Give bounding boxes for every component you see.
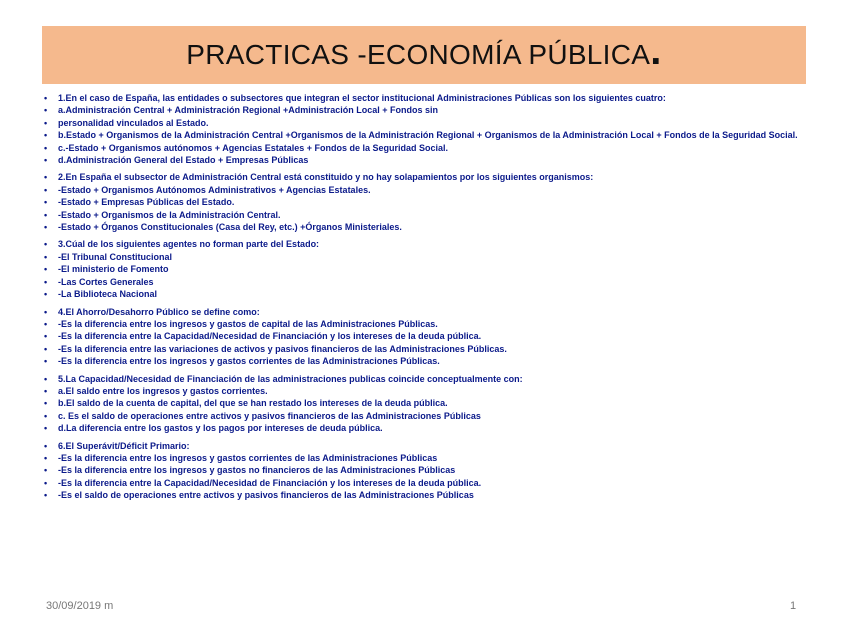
bullet-line <box>44 196 804 208</box>
bullet-line <box>44 92 804 104</box>
bullet-text: -Es la diferencia entre los ingresos y gastos no financieros de las Administraciones Públicas <box>58 465 456 476</box>
footer-date: 30/09/2019 m <box>46 600 114 612</box>
bullet-text: c.-Estado + Organismos autónomos + Agencias Estatales + Fondos de la Seguridad Social. <box>58 142 449 153</box>
page-title <box>186 29 662 73</box>
bullet-line <box>44 154 804 166</box>
bullet-icon: • <box>44 117 48 128</box>
bullet-line <box>44 318 804 330</box>
bullet-icon: • <box>44 172 48 183</box>
question-list <box>44 92 804 507</box>
bullet-icon: • <box>44 452 48 463</box>
bullet-text: c. Es el saldo de operaciones entre activos y pasivos financieros de las Administraciones Públicas <box>58 410 481 421</box>
question-block <box>44 440 804 502</box>
bullet-line <box>44 129 804 141</box>
bullet-icon: • <box>44 398 48 409</box>
bullet-line <box>44 104 804 116</box>
bullet-text: -Es el saldo de operaciones entre activos y pasivos financieros de las Administraciones Públicas <box>58 490 474 501</box>
bullet-text: 5.La Capacidad/Necesidad de Financiación de las administraciones publicas coincide conceptualmente con: <box>58 373 523 384</box>
bullet-text: -Es la diferencia entre las variaciones de activos y pasivos financieros de las Administraciones Públicas. <box>58 343 507 354</box>
bullet-icon: • <box>44 289 48 300</box>
bullet-line <box>44 385 804 397</box>
bullet-text: -Estado + Organismos de la Administración Central. <box>58 209 281 220</box>
question-block <box>44 306 804 368</box>
bullet-icon: • <box>44 318 48 329</box>
bullet-line <box>44 184 804 196</box>
bullet-text: -Estado + Órganos Constitucionales (Casa del Rey, etc.) +Órganos Ministeriales. <box>58 222 402 233</box>
bullet-icon: • <box>44 306 48 317</box>
bullet-text: d.Administración General del Estado + Empresas Públicas <box>58 155 309 166</box>
bullet-icon: • <box>44 343 48 354</box>
bullet-icon: • <box>44 423 48 434</box>
page-title-dot: . <box>650 29 662 73</box>
bullet-text: -Estado + Empresas Públicas del Estado. <box>58 197 235 208</box>
bullet-icon: • <box>44 465 48 476</box>
bullet-icon: • <box>44 105 48 116</box>
bullet-icon: • <box>44 490 48 501</box>
bullet-line <box>44 489 804 501</box>
bullet-icon: • <box>44 209 48 220</box>
bullet-line <box>44 397 804 409</box>
bullet-icon: • <box>44 155 48 166</box>
footer-page-number: 1 <box>790 600 797 612</box>
page-title-text: PRACTICAS -ECONOMÍA PÚBLICA <box>186 39 651 70</box>
bullet-text: -Es la diferencia entre los ingresos y gastos corrientes de las Administraciones Públicas <box>58 452 438 463</box>
bullet-line <box>44 410 804 422</box>
bullet-text: -Es la diferencia entre la Capacidad/Necesidad de Financiación y los intereses de la deuda pública. <box>58 331 482 342</box>
bullet-line <box>44 263 804 275</box>
bullet-line <box>44 276 804 288</box>
bullet-text: -Es la diferencia entre los ingresos y gastos de capital de las Administraciones Públicas. <box>58 318 438 329</box>
bullet-icon: • <box>44 184 48 195</box>
bullet-text: 1.En el caso de España, las entidades o subsectores que integran el sector institucional Administraciones Públicas son los siguientes cuatro: <box>58 93 666 103</box>
bullet-line <box>44 477 804 489</box>
bullet-text: b.Estado + Organismos de la Administración Central +Organismos de la Administración Regional + Organismos de la Administración Local + Fondos de la Seguridad Social. <box>58 130 798 141</box>
question-block <box>44 373 804 435</box>
bullet-line <box>44 251 804 263</box>
bullet-icon: • <box>44 222 48 233</box>
bullet-line <box>44 440 804 452</box>
bullet-icon: • <box>44 410 48 421</box>
bullet-line <box>44 422 804 434</box>
bullet-line <box>44 117 804 129</box>
bullet-text: -Es la diferencia entre la Capacidad/Necesidad de Financiación y los intereses de la deuda pública. <box>58 477 482 488</box>
bullet-line <box>44 171 804 183</box>
bullet-icon: • <box>44 93 48 103</box>
bullet-icon: • <box>44 356 48 367</box>
bullet-line <box>44 238 804 250</box>
question-block <box>44 238 804 300</box>
bullet-text: -La Biblioteca Nacional <box>58 289 158 300</box>
question-block <box>44 171 804 233</box>
bullet-text: -Es la diferencia entre los ingresos y gastos corrientes de las Administraciones Públicas. <box>58 356 440 367</box>
bullet-text: 6.El Superávit/Déficit Primario: <box>58 440 190 451</box>
bullet-text: d.La diferencia entre los gastos y los pagos por intereses de deuda pública. <box>58 423 383 434</box>
bullet-text: -Las Cortes Generales <box>58 276 154 287</box>
bullet-icon: • <box>44 385 48 396</box>
question-block <box>44 92 804 166</box>
bullet-line <box>44 330 804 342</box>
bullet-icon: • <box>44 251 48 262</box>
bullet-line <box>44 209 804 221</box>
bullet-line <box>44 288 804 300</box>
bullet-icon: • <box>44 239 48 250</box>
bullet-icon: • <box>44 264 48 275</box>
bullet-text: -El ministerio de Fomento <box>58 264 169 275</box>
bullet-line <box>44 343 804 355</box>
bullet-line <box>44 452 804 464</box>
bullet-text: 3.Cúal de los siguientes agentes no forman parte del Estado: <box>58 239 320 250</box>
bullet-text: personalidad vinculados al Estado. <box>58 117 209 128</box>
bullet-text: a.El saldo entre los ingresos y gastos corrientes. <box>58 385 268 396</box>
bullet-icon: • <box>44 331 48 342</box>
bullet-icon: • <box>44 440 48 451</box>
bullet-line <box>44 306 804 318</box>
bullet-line <box>44 221 804 233</box>
bullet-text: b.El saldo de la cuenta de capital, del que se han restado los intereses de la deuda pública. <box>58 398 448 409</box>
bullet-text: -Estado + Organismos Autónomos Administrativos + Agencias Estatales. <box>58 184 371 195</box>
bullet-line <box>44 142 804 154</box>
title-banner <box>42 26 806 84</box>
bullet-text: 4.El Ahorro/Desahorro Público se define como: <box>58 306 260 317</box>
bullet-icon: • <box>44 276 48 287</box>
bullet-text: -El Tribunal Constitucional <box>58 251 173 262</box>
bullet-icon: • <box>44 373 48 384</box>
bullet-text: 2.En España el subsector de Administración Central está constituido y no hay solapamientos por los siguientes organismos: <box>58 172 594 183</box>
bullet-icon: • <box>44 130 48 141</box>
bullet-text: a.Administración Central + Administración Regional +Administración Local + Fondos sin <box>58 105 438 116</box>
bullet-line <box>44 464 804 476</box>
bullet-line <box>44 355 804 367</box>
bullet-icon: • <box>44 142 48 153</box>
bullet-icon: • <box>44 197 48 208</box>
bullet-line <box>44 373 804 385</box>
bullet-icon: • <box>44 477 48 488</box>
